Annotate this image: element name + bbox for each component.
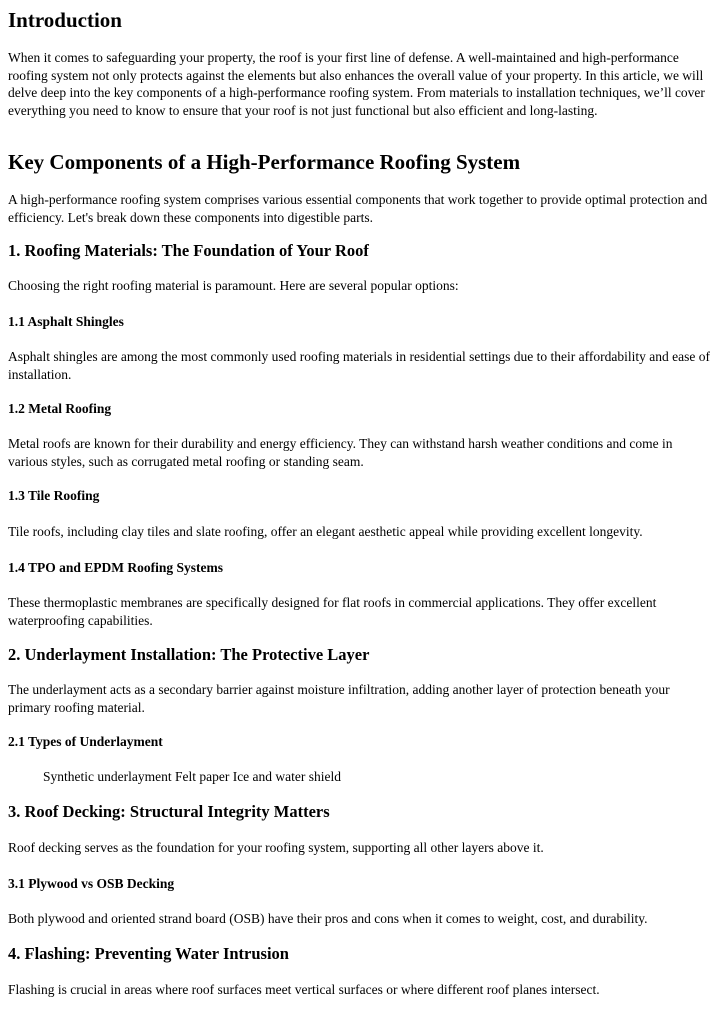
key-components-paragraph: A high-performance roofing system comprises various essential components that work together to provide optimal protection and efficiency. Let's break down these components into digestible parts. <box>8 192 708 225</box>
section-1-heading: 1. Roofing Materials: The Foundation of Your Roof <box>8 241 369 260</box>
section-1-1-heading: 1.1 Asphalt Shingles <box>8 314 124 329</box>
section-1-4-paragraph: These thermoplastic membranes are specifically designed for flat roofs in commercial applications. They offer excellent waterproofing capabilities. <box>8 595 657 628</box>
section-2-1-heading: 2.1 Types of Underlayment <box>8 734 163 749</box>
key-components-heading: Key Components of a High-Performance Roofing System <box>8 150 521 174</box>
section-1-4-heading: 1.4 TPO and EPDM Roofing Systems <box>8 560 224 575</box>
section-1-1-paragraph: Asphalt shingles are among the most commonly used roofing materials in residential settings due to their affordability and ease of installation. <box>8 349 710 382</box>
section-4-paragraph: Flashing is crucial in areas where roof surfaces meet vertical surfaces or where different roof planes intersect. <box>8 982 600 997</box>
section-4-heading: 4. Flashing: Preventing Water Intrusion <box>8 944 289 963</box>
intro-heading: Introduction <box>8 8 122 32</box>
intro-paragraph: When it comes to safeguarding your property, the roof is your first line of defense. A well-maintained and high-performance roofing system not only protects against the elements but also enhances the overall value of your property. In this article, we will delve deep into the key components of a high-performance roofing system. From materials to installation techniques, we’ll cover everything you need to know to ensure that your roof is not just functional but also efficient and long-lasting. <box>8 50 705 118</box>
section-1-paragraph: Choosing the right roofing material is paramount. Here are several popular options: <box>8 278 459 293</box>
section-3-1-heading: 3.1 Plywood vs OSB Decking <box>8 876 175 891</box>
section-1-2-heading: 1.2 Metal Roofing <box>8 401 112 416</box>
section-3-1-paragraph: Both plywood and oriented strand board (OSB) have their pros and cons when it comes to weight, cost, and durability. <box>8 911 648 926</box>
section-3-heading: 3. Roof Decking: Structural Integrity Matters <box>8 802 330 821</box>
section-2-heading: 2. Underlayment Installation: The Protective Layer <box>8 645 370 664</box>
section-1-3-heading: 1.3 Tile Roofing <box>8 488 100 503</box>
section-1-3-paragraph: Tile roofs, including clay tiles and slate roofing, offer an elegant aesthetic appeal while providing excellent longevity. <box>8 524 643 539</box>
section-1-2-paragraph: Metal roofs are known for their durability and energy efficiency. They can withstand harsh weather conditions and come in various styles, such as corrugated metal roofing or standing seam. <box>8 436 673 469</box>
section-2-paragraph: The underlayment acts as a secondary barrier against moisture infiltration, adding another layer of protection beneath your primary roofing material. <box>8 682 670 715</box>
underlayment-types-list: Synthetic underlayment Felt paper Ice and water shield <box>43 769 342 784</box>
section-3-paragraph: Roof decking serves as the foundation for your roofing system, supporting all other layers above it. <box>8 840 544 855</box>
